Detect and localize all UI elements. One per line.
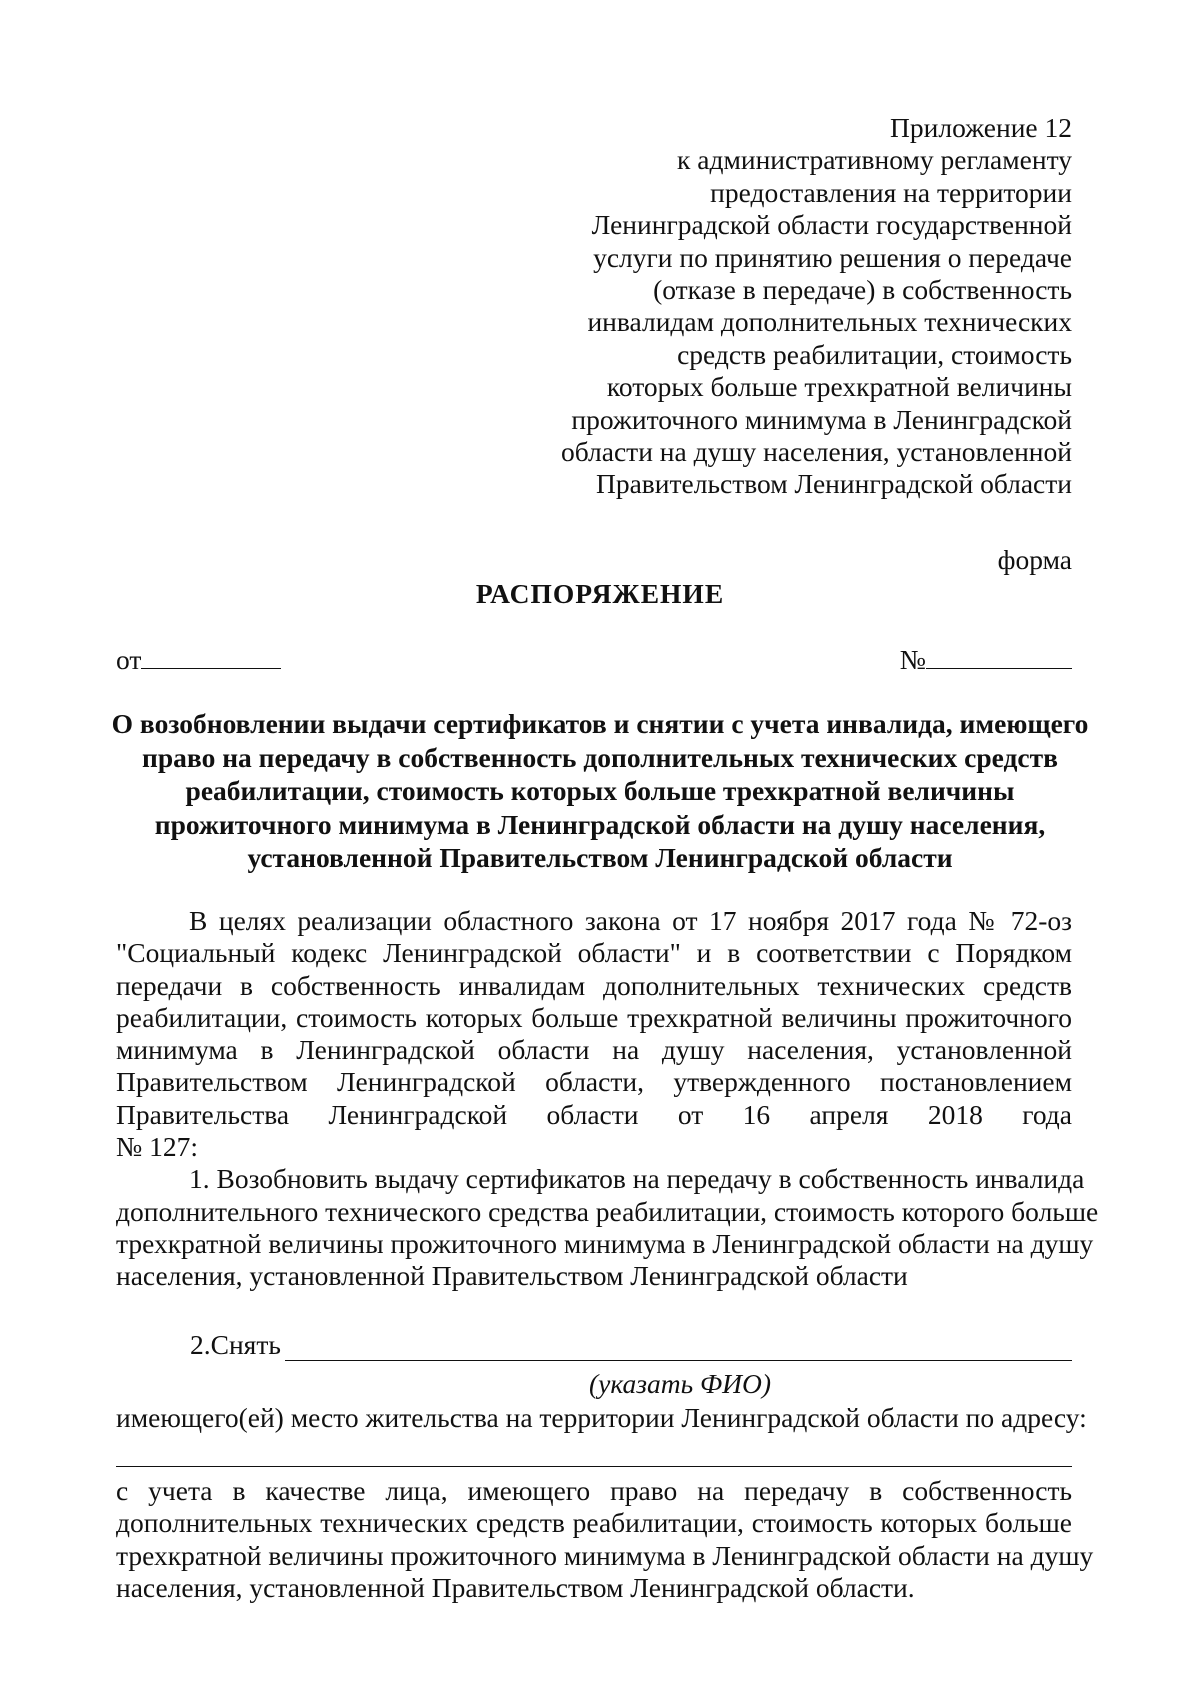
document-title: РАСПОРЯЖЕНИЕ — [475, 578, 725, 609]
date-number-row — [116, 642, 1072, 676]
address-blank — [116, 1466, 1072, 1467]
text-line: населения, установленной Правительством Ленинградской области. — [116, 1571, 915, 1603]
appendix-header — [561, 112, 1072, 501]
appendix-line: Приложение 12 — [890, 112, 1072, 143]
appendix-line: области на душу населения, установленной — [560, 436, 1072, 468]
number-label: № — [899, 644, 926, 675]
appendix-line: услуги по принятию решения о передаче — [593, 241, 1072, 273]
form-label: форма — [997, 544, 1072, 575]
appendix-line: инвалидам дополнительных технических — [587, 306, 1072, 338]
text-line: Правительством Ленинградской области, утвержденного постановлением — [116, 1066, 1072, 1098]
subject-line: установленной Правительством Ленинградской области — [247, 842, 953, 873]
preamble-paragraph — [116, 905, 1099, 1293]
appendix-line: прожиточного минимума в Ленинградской — [571, 403, 1072, 435]
date-field — [116, 642, 281, 676]
fio-hint: (указать ФИО) — [588, 1368, 771, 1399]
appendix-line: (отказе в передаче) в собственность — [653, 274, 1072, 306]
text-line: дополнительных технических средств реабилитации, стоимость которых больше — [116, 1507, 1072, 1539]
date-blank — [141, 642, 281, 669]
appendix-line: предоставления на территории — [710, 176, 1072, 208]
text-line: дополнительного технического средства реабилитации, стоимость которого больше — [116, 1195, 1099, 1227]
appendix-line: Правительством Ленинградской области — [595, 468, 1072, 500]
text-line: "Социальный кодекс Ленинградской области" и в соответствии с Порядком — [116, 937, 1072, 969]
subject-line: реабилитации, стоимость которых больше трехкратной величины — [185, 775, 1015, 806]
appendix-line: Ленинградской области государственной — [591, 209, 1072, 241]
text-line: с учета в качестве лица, имеющего право на передачу в собственность — [116, 1475, 1072, 1506]
number-field — [900, 642, 1072, 676]
text-line: населения, установленной Правительством Ленинградской области — [116, 1260, 908, 1292]
text-line: № 127: — [116, 1131, 199, 1163]
date-label: от — [116, 644, 142, 675]
fio-blank — [285, 1333, 1072, 1361]
text-line: Правительства Ленинградской области от 16 апреля 2018 года — [116, 1098, 1072, 1130]
document-subject — [110, 707, 1090, 875]
text-line: В целях реализации областного закона от 17 ноября 2017 года № 72-оз — [189, 905, 1072, 936]
text-line: 1. Возобновить выдачу сертификатов на передачу в собственность инвалида — [189, 1163, 1085, 1195]
address-label: имеющего(ей) место жительства на территории Ленинградской области по адресу: — [116, 1402, 1087, 1433]
text-line: реабилитации, стоимость которых больше трехкратной величины прожиточного — [116, 1001, 1072, 1033]
text-line: трехкратной величины прожиточного минимума в Ленинградской области на душу — [116, 1227, 1094, 1259]
item2-paragraph — [116, 1475, 1094, 1604]
text-line: передачи в собственность инвалидам дополнительных технических средств — [116, 969, 1072, 1001]
text-line: минимума в Ленинградской области на душу населения, установленной — [116, 1034, 1072, 1066]
subject-line: О возобновлении выдачи сертификатов и снятии с учета инвалида, имеющего — [111, 708, 1089, 739]
appendix-line: к административному регламенту — [677, 144, 1072, 176]
appendix-line: которых больше трехкратной величины — [606, 371, 1072, 403]
number-blank — [926, 642, 1072, 669]
subject-line: право на передачу в собственность дополнительных технических средств — [142, 741, 1058, 773]
remove-person-row — [190, 1329, 1072, 1361]
subject-line: прожиточного минимума в Ленинградской области на душу населения, — [154, 808, 1046, 840]
remove-label: 2.Снять — [190, 1329, 281, 1360]
text-line: трехкратной величины прожиточного минимума в Ленинградской области на душу — [116, 1539, 1094, 1571]
appendix-line: средств реабилитации, стоимость — [677, 338, 1072, 370]
